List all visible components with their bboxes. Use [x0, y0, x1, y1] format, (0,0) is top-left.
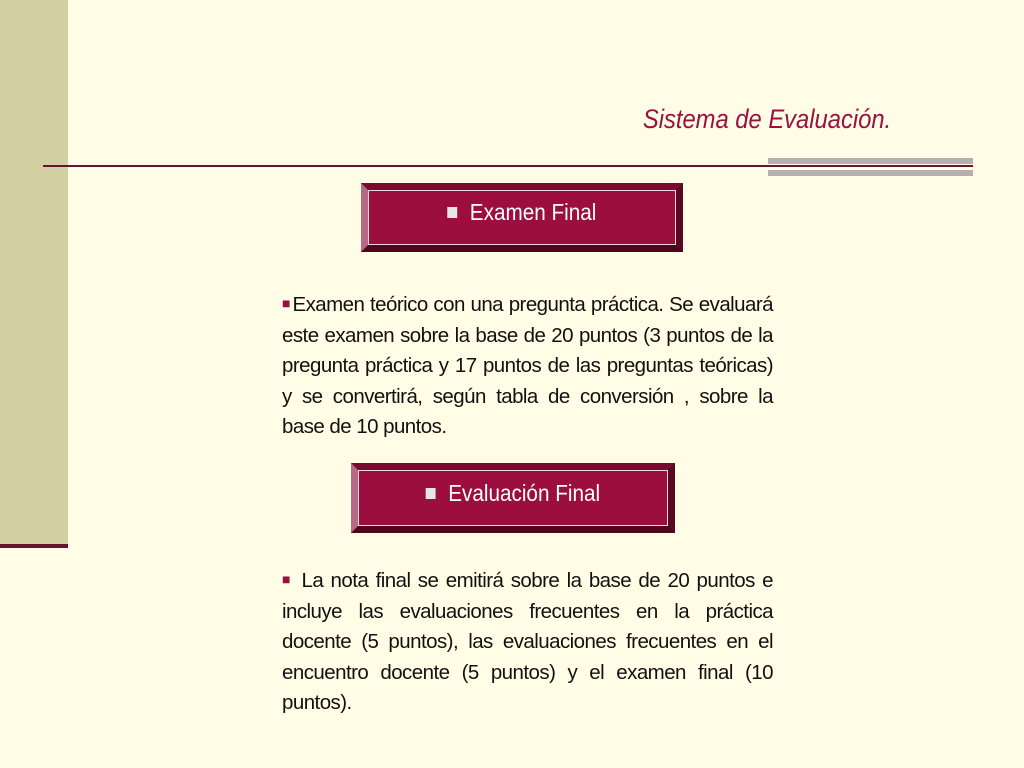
paragraph-text: Examen teórico con una pregunta práctica. Se evaluará este examen sobre la base de 20 puntos (3 puntos de la pregunta práctica y 17 puntos de las preguntas teóricas) y se convertirá, según tabla de conversión , sobre la base de 10 puntos. [282, 293, 774, 438]
square-bullet-icon: ■ [282, 571, 293, 587]
heading-label: Evaluación Final [448, 479, 601, 506]
evaluacion-final-heading-box [351, 463, 675, 533]
heading-label: Examen Final [469, 199, 597, 225]
slide-title: Sistema de Evaluación. [642, 104, 891, 134]
accent-bars [768, 158, 973, 178]
square-bullet-icon [426, 488, 436, 499]
left-sidebar-band [0, 0, 68, 548]
paragraph-text: La nota final se emitirá sobre la base de 20 puntos e incluye las evaluaciones frecuentes en la práctica docente (5 puntos), las evaluaciones frecuentes en el encuentro docente (5 puntos) y el examen final (10 puntos). [282, 569, 774, 714]
examen-final-heading-box [361, 183, 683, 252]
evaluacion-final-paragraph [282, 564, 773, 719]
square-bullet-icon: ■ [282, 295, 291, 311]
sidebar-rule [0, 544, 68, 548]
square-bullet-icon [447, 207, 457, 218]
examen-final-paragraph [282, 288, 773, 443]
